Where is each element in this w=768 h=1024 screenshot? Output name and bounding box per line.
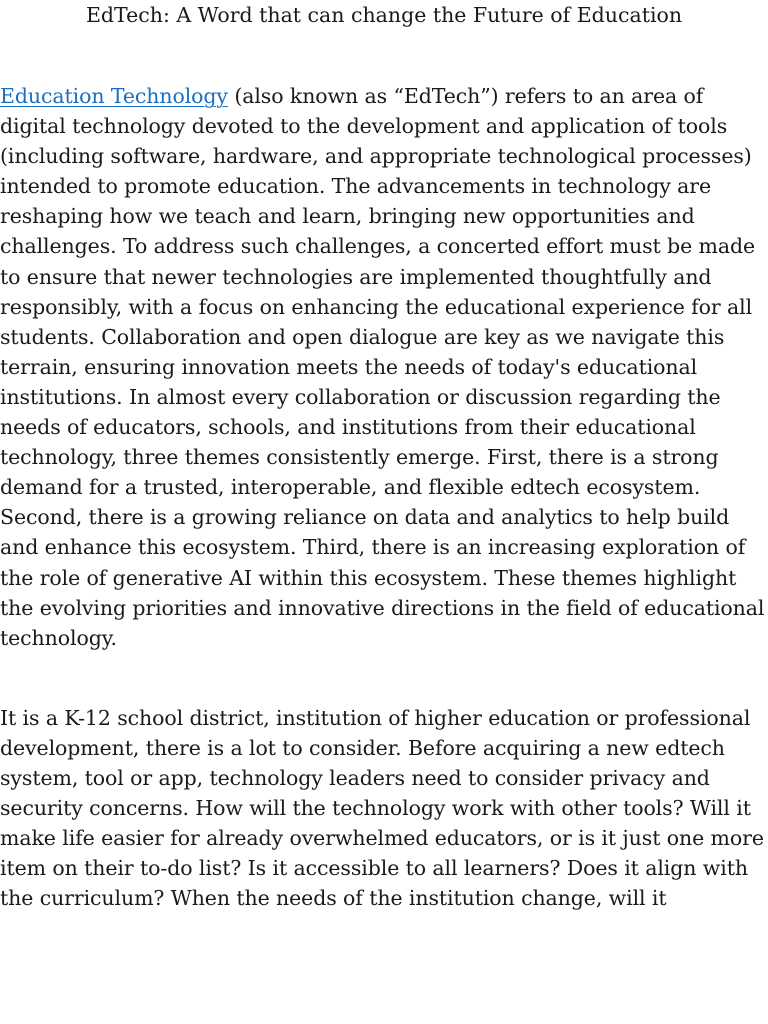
paragraph-considerations: It is a K-12 school district, institution of higher education or professional development, there is a lot to consider. Before acquiring a new edtech system, tool or app, technology leaders need to consider privacy and security concerns. How will the technology work with other tools? Will it make life easier for already overwhelmed educators, or is it just one more item on their to-do list? Is it accessible to all learners? Does it align with the curriculum? When the needs of the institution change, will it — [0, 705, 764, 911]
document-title: EdTech: A Word that can change the Future of Education — [85, 3, 683, 27]
education-technology-link[interactable]: Education Technology — [0, 84, 228, 108]
paragraph-intro-text: (also known as “EdTech”) refers to an area of digital technology devoted to the development and application of tools (including software, hardware, and appropriate technological processes) intended to promote education. The advancements in technology are reshaping how we teach and learn, bringing new opportunities and challenges. To address such challenges, a concerted effort must be made to ensure that newer technologies are implemented thoughtfully and responsibly, with a focus on enhancing the educational experience for all students. Collaboration and open dialogue are key as we navigate this terrain, ensuring innovation meets the needs of today's educational institutions. In almost every collaboration or discussion regarding the needs of educators, schools, and institutions from their educational technology, three themes consistently emerge. First, there is a strong demand for a trusted, interoperable, and flexible edtech ecosystem. Second, there is a growing reliance on data and analytics to help build and enhance this ecosystem. Third, there is an increasing exploration of the role of generative AI within this ecosystem. These themes highlight the evolving priorities and innovative directions in the field of educational technology. — [0, 84, 765, 650]
paragraph-intro — [0, 81, 768, 653]
